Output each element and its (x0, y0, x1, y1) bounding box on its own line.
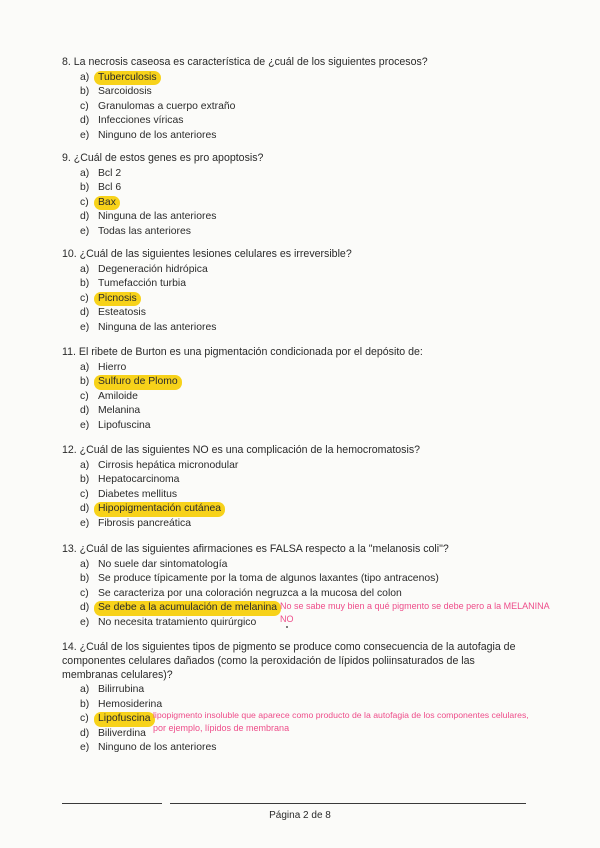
option-letter: e) (80, 742, 90, 754)
option-text: No suele dar sintomatología (98, 558, 228, 570)
option-letter: a) (80, 361, 90, 373)
option-b (62, 277, 582, 292)
option-text: Amiloide (98, 390, 138, 402)
option-letter: c) (80, 587, 89, 599)
option-text: Ninguna de las anteriores (98, 211, 217, 223)
option-letter: a) (80, 71, 90, 83)
option-b (62, 85, 582, 100)
annotation-note: por ejemplo, lípidos de membrana (153, 723, 290, 733)
option-d (62, 727, 582, 742)
option-text-highlighted: Se debe a la acumulación de melanina (94, 601, 281, 616)
option-text-highlighted: Sulfuro de Plomo (94, 375, 182, 390)
option-text: Se produce típicamente por la toma de algunos laxantes (tipo antracenos) (98, 573, 439, 585)
option-letter: b) (80, 573, 90, 585)
option-letter: b) (80, 698, 90, 710)
option-letter: e) (80, 225, 90, 237)
question-text: 13. ¿Cuál de las siguientes afirmaciones es FALSA respecto a la "melanosis coli"? (62, 543, 449, 555)
option-letter: d) (80, 727, 90, 739)
annotation-note: No se sabe muy bien a qué pigmento se debe pero a la MELANINA (280, 601, 550, 611)
option-letter: e) (80, 616, 90, 628)
footer-rule (170, 803, 526, 804)
question-text: 11. El ribete de Burton es una pigmentación condicionada por el depósito de: (62, 346, 423, 358)
option-letter: c) (80, 713, 89, 725)
option-a (62, 558, 582, 573)
question-text: 8. La necrosis caseosa es característica de ¿cuál de los siguientes procesos? (62, 56, 428, 68)
option-letter: a) (80, 167, 90, 179)
option-text-highlighted: Bax (94, 196, 120, 211)
question-13 (62, 543, 582, 630)
option-c (62, 196, 582, 211)
option-letter: b) (80, 474, 90, 486)
option-d (62, 502, 582, 517)
option-e (62, 321, 582, 336)
page-number: Página 2 de 8 (269, 810, 331, 821)
option-a (62, 459, 582, 474)
annotation-note: NO (280, 614, 294, 624)
option-text: Bcl 6 (98, 182, 122, 194)
option-text-highlighted: Lipofuscina (94, 712, 155, 727)
option-c (62, 100, 582, 115)
option-text-highlighted: Tuberculosis (94, 71, 161, 86)
option-c (62, 488, 582, 503)
option-letter: d) (80, 405, 90, 417)
option-text: Infecciones víricas (98, 115, 184, 127)
option-text: Todas las anteriores (98, 225, 191, 237)
option-letter: d) (80, 211, 90, 223)
option-letter: c) (80, 100, 89, 112)
question-text: 10. ¿Cuál de las siguientes lesiones celulares es irreversible? (62, 248, 352, 260)
option-letter: e) (80, 321, 90, 333)
option-b (62, 473, 582, 488)
option-letter: a) (80, 459, 90, 471)
option-text: Ninguno de los anteriores (98, 742, 217, 754)
option-text: Ninguna de las anteriores (98, 321, 217, 333)
question-text: 9. ¿Cuál de estos genes es pro apoptosis? (62, 152, 264, 164)
option-a (62, 167, 582, 182)
option-text: Biliverdina (98, 727, 146, 739)
question-10 (62, 248, 582, 335)
option-text: Se caracteriza por una coloración negruzca a la mucosa del colon (98, 587, 402, 599)
question-text: 14. ¿Cuál de los siguientes tipos de pigmento se produce como consecuencia de la autofagia de componentes celulares dañados (como la peroxidación de lípidos poliinsaturados de las membranas celulares)? (62, 641, 516, 681)
option-text: No necesita tratamiento quirúrgico (98, 616, 257, 628)
option-text: Hierro (98, 361, 127, 373)
option-e (62, 517, 582, 532)
annotation-note: lipopigmento insoluble que aparece como producto de la autofagia de los componentes celulares, (153, 710, 529, 720)
option-text: Ninguno de los anteriores (98, 129, 217, 141)
option-text: Sarcoidosis (98, 86, 152, 98)
option-text: Granulomas a cuerpo extraño (98, 100, 236, 112)
option-letter: e) (80, 517, 90, 529)
option-text: Hepatocarcinoma (98, 474, 180, 486)
option-c (62, 292, 582, 307)
question-text: 12. ¿Cuál de las siguientes NO es una complicación de la hemocromatosis? (62, 444, 421, 456)
option-a (62, 71, 582, 86)
option-text: Cirrosis hepática micronodular (98, 459, 239, 471)
footer-rule (62, 803, 162, 804)
option-e (62, 225, 582, 240)
option-letter: a) (80, 558, 90, 570)
option-a (62, 683, 582, 698)
option-text: Diabetes mellitus (98, 488, 178, 500)
option-c (62, 390, 582, 405)
option-letter: d) (80, 503, 90, 515)
option-d (62, 404, 582, 419)
option-text-highlighted: Hipopigmentación cutánea (94, 502, 225, 517)
option-e (62, 616, 582, 631)
option-letter: e) (80, 129, 90, 141)
option-letter: b) (80, 182, 90, 194)
stray-dot (286, 626, 288, 628)
option-a (62, 361, 582, 376)
option-letter: b) (80, 376, 90, 388)
option-letter: d) (80, 115, 90, 127)
question-9 (62, 152, 582, 239)
option-letter: e) (80, 419, 90, 431)
option-d (62, 210, 582, 225)
option-letter: c) (80, 292, 89, 304)
option-e (62, 741, 582, 756)
option-text: Bcl 2 (98, 167, 122, 179)
question-12 (62, 444, 582, 531)
option-b (62, 572, 582, 587)
option-letter: d) (80, 307, 90, 319)
option-text: Tumefacción turbia (98, 278, 186, 290)
option-d (62, 114, 582, 129)
question-11 (62, 346, 582, 433)
option-letter: b) (80, 86, 90, 98)
option-text: Lipofuscina (98, 419, 151, 431)
option-letter: b) (80, 278, 90, 290)
option-letter: d) (80, 602, 90, 614)
option-a (62, 263, 582, 278)
option-text-highlighted: Picnosis (94, 292, 141, 307)
option-text: Esteatosis (98, 307, 146, 319)
option-e (62, 419, 582, 434)
option-b (62, 375, 582, 390)
option-text: Hemosiderina (98, 698, 163, 710)
option-letter: c) (80, 488, 89, 500)
option-text: Degeneración hidrópica (98, 263, 208, 275)
question-14 (62, 641, 582, 756)
option-b (62, 181, 582, 196)
option-letter: c) (80, 390, 89, 402)
option-text: Fibrosis pancreática (98, 517, 191, 529)
question-8 (62, 56, 582, 143)
option-e (62, 129, 582, 144)
option-letter: a) (80, 263, 90, 275)
option-d (62, 306, 582, 321)
option-letter: a) (80, 684, 90, 696)
option-text: Bilirrubina (98, 684, 145, 696)
option-letter: c) (80, 196, 89, 208)
option-text: Melanina (98, 405, 141, 417)
